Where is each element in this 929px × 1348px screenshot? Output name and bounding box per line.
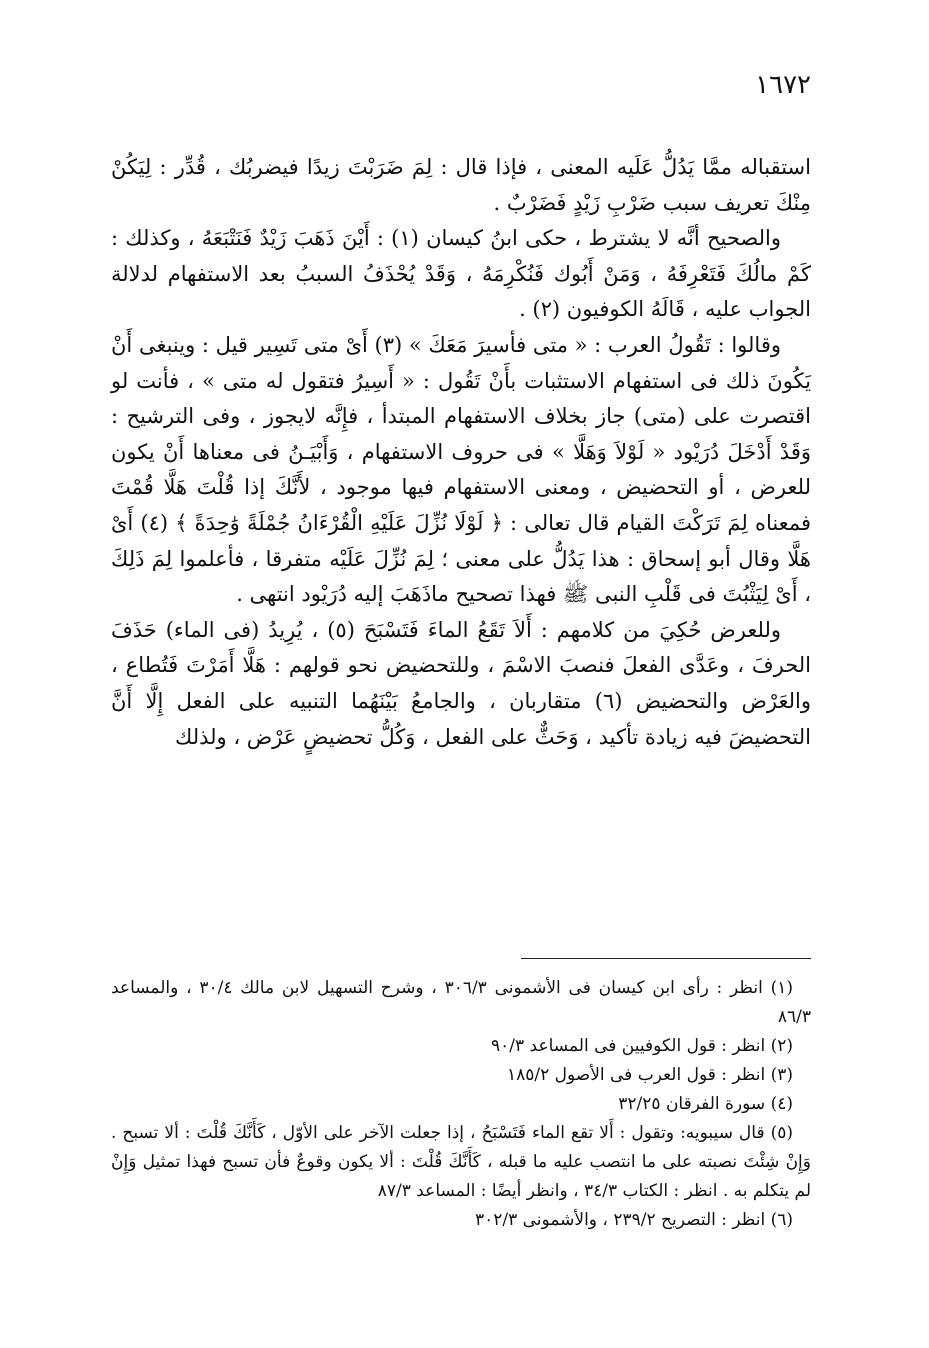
footnote: (٢) انظر : قول الكوفيين فى المساعد ٩٠/٣ xyxy=(491,1036,793,1056)
paragraph: وقالوا : تَقُولُ العرب : « متى فأسيرَ مَعَكَ » (٣) أَىْ متى تَسِير قيل : وينبغى أَنْ يَكُونَ ذلك فى استفهام الاستثبات بأَنْ تَقُول : « أَسِيرُ فتقول له متى » ، فأنت لو اقتصرت على (متى) جاز بخلاف الاستفهام المبتدأ ، فإِنَّه لايجوز ، وفى الترشيح : وَقَدْ أَدْخَلَ دُرَيْود « لَوْلاَ وَهَلَّا » فى حروف الاستفهام ، وَأَبْيَـنُ فى معناها أَنْ يكون للعرض ، أو التحضيض ، ومعنى الاستفهام فيها موجود ، لأَنَّكَ إذا قُلْتَ هَلَّا قُمْتَ فمعناه لِمَ تَرَكْتَ القيام قال تعالى : ﴿ لَوْلَا نُزِّلَ عَلَيْهِ الْقُرْءَانُ جُمْلَةً وَٰحِدَةً ﴾ (٤) أَىْ هَلَّا وقال أبو إسحاق : هذا يَدُلُّ على معنى ؛ لِمَ نُزِّلَ عَلَيْه متفرقا ، فأعلموا لِمَ ذَلِكَ ، أَىْ لِيَثْبُتَ فى قَلْبِ النبى ﷺ فهذا تصحيح ماذَهَبَ إليه دُرَيْود انتهى . xyxy=(111,332,811,607)
main-text xyxy=(111,150,811,755)
paragraph: والصحيح أنَّه لا يشترط ، حكى ابنُ كيسان (١) : أَيْنَ ذَهَبَ زَيْدٌ فَنَتْبَعَهُ ، وكذلك : كَمْ مالُكَ فَتَعْرِفَهُ ، وَمَنْ أَبُوك فَنُكْرِمَهُ ، وَقَدْ يُحْذَفُ السببُ بعد الاستفهام لدلالة الجواب عليه ، قَالَهُ الكوفيون (٢) . xyxy=(111,226,811,322)
paragraph: وللعرض حُكِيَ من كلامهم : أَلاَ تَقَعُ الماءَ فَتَسْبَحَ (٥) ، يُرِيدُ (فى الماء) حَذَفَ الحرفَ ، وعَدَّى الفعلَ فنصبَ الاسْمَ ، وللتحضيض نحو قولهم : هَلَّا أَمَرْتَ فَتُطاع ، والعَرْض والتحضيض (٦) متقاربان ، والجامعُ بَيْنَهُما التنبيه على الفعل إِلَّا أَنَّ التحضيضَ فيه زيادة تأكيد ، وَحَثٌّ على الفعل ، وَكُلُّ تحضيضٍ عَرْض ، ولذلك xyxy=(111,617,811,749)
footnote: (١) انظر : رأى ابن كيسان فى الأشمونى ٣٠٦/٣ ، وشرح التسهيل لابن مالك ٣٠/٤ ، والمساعد ٨٦/٣ xyxy=(111,978,811,1027)
paragraph: استقباله ممَّا يَدُلُّ عَلَيه المعنى ، فإذا قال : لِمَ ضَرَبْتَ زيدًا فيضربُك ، قُدِّر : لِيَكُنْ مِنْكَ تعريف سبب ضَرْبِ زَيْدٍ فَضَرْبٌ . xyxy=(111,155,811,215)
footnote: (٦) انظر : التصريح ٢٣٩/٢ ، والأشمونى ٣٠٢/٣ xyxy=(474,1210,793,1230)
footnote: (٥) قال سيبويه: وتقول : أَلا تقع الماء فَتَسْبَحُ ، إذا جعلت الآخر على الأوّل ، كَأَنَّكَ قُلْتَ : ألا تسبح . وَإِنْ شِئْتَ نصبته على ما انتصب عليه ما قبله ، كَأَنَّكَ قُلْتَ : ألا يكون وقوعٌ فأن تسبح فهذا تمثيل وَإِنْ لم يتكلم به . انظر : الكتاب ٣٤/٣ ، وانظر أيضًا : المساعد ٨٧/٣ xyxy=(111,1123,811,1201)
footnote-separator xyxy=(521,958,811,959)
page-number: ١٦٧٢ xyxy=(755,70,811,100)
footnote: (٤) سورة الفرقان ٣٢/٢٥ xyxy=(618,1094,793,1114)
footnotes xyxy=(111,974,811,1235)
footnote: (٣) انظر : قول العرب فى الأصول ١٨٥/٢ xyxy=(506,1065,793,1085)
